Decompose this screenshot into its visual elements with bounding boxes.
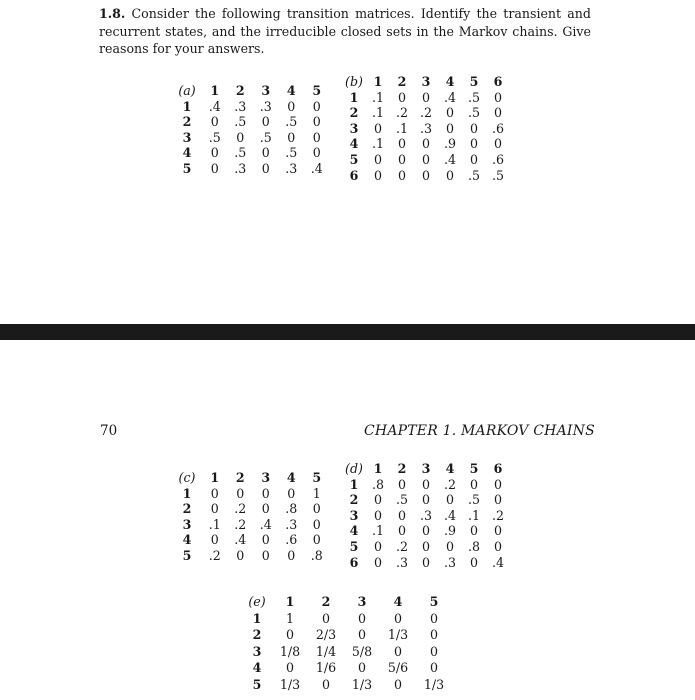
matrix-cell: 0	[357, 660, 366, 675]
row-header: 3	[349, 507, 359, 523]
matrix-row	[342, 539, 510, 555]
matrix-cell: 0	[469, 120, 478, 136]
matrix-cell: 0	[421, 167, 430, 183]
chapter-title: CHAPTER 1. MARKOV CHAINS	[364, 423, 595, 439]
matrix-cell: 0	[445, 105, 454, 121]
matrix-cell: .2	[234, 501, 247, 517]
row-header: 3	[182, 516, 192, 532]
matrix-cell: .8	[371, 476, 385, 492]
matrix-cell: .6	[491, 151, 505, 167]
matrix-cell: 0	[421, 151, 430, 167]
matrix-cell: .2	[395, 538, 409, 554]
matrix-cell: 0	[397, 89, 406, 105]
matrix-header-row	[342, 74, 510, 90]
column-header: 2	[321, 594, 331, 609]
matrix-cell: 0	[421, 538, 430, 554]
matrix-cell: 0	[493, 105, 502, 121]
matrix-cell: 0	[312, 114, 321, 130]
matrix-cell: 0	[445, 167, 454, 183]
matrix-cell: 0	[285, 627, 294, 642]
matrix-row	[342, 492, 510, 508]
matrix-cell: 0	[373, 120, 382, 136]
column-header: 3	[421, 74, 431, 89]
matrix-cell: 0	[421, 492, 430, 508]
matrix-d	[342, 461, 510, 570]
matrix-cell: .2	[419, 105, 433, 121]
matrix-cell: .4	[443, 89, 457, 105]
matrix-cell: 0	[429, 627, 438, 642]
matrix-row	[172, 114, 330, 130]
row-header: 4	[349, 523, 359, 539]
matrix-cell: 0	[261, 485, 270, 501]
matrix-cell: 0	[397, 476, 406, 492]
row-header: 2	[349, 105, 359, 121]
matrix-cell: .8	[310, 547, 323, 563]
matrix-label: (e)	[248, 594, 266, 609]
matrix-label: (a)	[178, 83, 196, 98]
matrix-cell: .5	[467, 167, 481, 183]
matrix-cell: 0	[469, 523, 478, 539]
column-header: 3	[421, 461, 431, 476]
matrix-cell: .2	[208, 547, 221, 563]
matrix-cell: 0	[287, 547, 296, 563]
row-header: 4	[182, 532, 192, 548]
matrix-row	[342, 555, 510, 571]
matrix-cell: .4	[443, 507, 457, 523]
matrix-cell: 0	[445, 492, 454, 508]
matrix-row	[172, 517, 330, 533]
matrix-cell: .3	[419, 507, 433, 523]
column-header: 5	[312, 83, 322, 98]
matrix-cell: 0	[469, 136, 478, 152]
matrix-cell: 0	[445, 120, 454, 136]
matrix-row	[242, 611, 452, 628]
matrix-cell: 0	[261, 501, 270, 517]
column-header: 4	[286, 470, 296, 485]
row-header: 2	[182, 501, 192, 517]
matrix-cell: 0	[312, 129, 321, 145]
matrix-row	[172, 548, 330, 564]
matrix-cell: .8	[285, 501, 298, 517]
column-header: 1	[285, 594, 295, 609]
matrix-header-row	[342, 461, 510, 477]
row-header: 4	[252, 660, 262, 675]
column-header: 3	[261, 83, 271, 98]
matrix-label: (c)	[178, 470, 196, 485]
matrix-cell: .1	[395, 120, 409, 136]
matrix-cell: 1/8	[279, 643, 301, 659]
matrix-row	[172, 532, 330, 548]
matrix-row	[342, 136, 510, 152]
matrix-cell: 0	[357, 610, 366, 626]
matrix-cell: 0	[373, 554, 382, 570]
column-header: 5	[469, 461, 479, 476]
matrix-cell: .1	[371, 105, 385, 121]
problem-number: 1.8.	[99, 6, 126, 21]
matrix-cell: 1	[285, 610, 294, 626]
matrix-cell: .4	[491, 554, 505, 570]
row-header: 3	[349, 120, 359, 136]
row-header: 1	[182, 485, 192, 501]
row-header: 5	[349, 151, 359, 167]
column-header: 6	[493, 74, 503, 89]
row-header: 1	[182, 98, 192, 114]
matrix-cell: 0	[397, 507, 406, 523]
column-header: 3	[261, 470, 271, 485]
column-header: 4	[445, 74, 455, 89]
matrix-cell: .4	[208, 98, 221, 114]
matrix-cell: 0	[261, 160, 270, 176]
matrix-cell: 1/3	[423, 676, 445, 692]
matrix-cell: 0	[210, 485, 219, 501]
row-header: 5	[252, 676, 262, 692]
column-header: 1	[210, 470, 220, 485]
matrix-cell: .4	[259, 516, 272, 532]
matrix-cell: 0	[421, 554, 430, 570]
matrix-cell: .5	[259, 129, 272, 145]
matrix-cell: .3	[419, 120, 433, 136]
matrix-cell: 0	[210, 114, 219, 130]
matrix-cell: 0	[357, 627, 366, 642]
matrix-cell: 0	[397, 167, 406, 183]
matrix-cell: 0	[261, 532, 270, 548]
matrix-cell: 1/4	[315, 643, 337, 659]
matrix-cell: 0	[373, 507, 382, 523]
page-number: 70	[100, 423, 118, 439]
matrix-cell: 1/3	[387, 627, 409, 642]
matrix-a	[172, 83, 330, 177]
matrix-cell: 0	[445, 538, 454, 554]
row-header: 4	[182, 145, 192, 161]
matrix-cell: .5	[395, 492, 409, 508]
matrix-cell: .9	[443, 136, 457, 152]
row-header: 6	[349, 167, 359, 183]
row-header: 1	[349, 89, 359, 105]
matrix-cell: 0	[393, 610, 402, 626]
matrix-cell: 0	[397, 151, 406, 167]
matrix-cell: .5	[285, 145, 298, 161]
matrix-cell: .2	[234, 516, 247, 532]
matrix-cell: 0	[261, 145, 270, 161]
matrix-label: (b)	[345, 74, 363, 89]
matrix-cell: 0	[287, 129, 296, 145]
row-header: 1	[252, 610, 262, 626]
matrix-cell: .4	[443, 151, 457, 167]
matrix-cell: 2/3	[315, 627, 337, 642]
matrix-cell: 0	[469, 151, 478, 167]
matrix-cell: 0	[493, 89, 502, 105]
row-header: 3	[252, 643, 262, 659]
matrix-cell: 0	[393, 676, 402, 692]
matrix-label: (d)	[345, 461, 363, 476]
matrix-cell: .2	[491, 507, 505, 523]
column-header: 5	[429, 594, 439, 609]
matrix-header-row	[242, 594, 452, 611]
matrix-row	[342, 523, 510, 539]
matrix-cell: 0	[429, 660, 438, 675]
matrix-row	[242, 627, 452, 644]
matrix-cell: 1/3	[279, 676, 301, 692]
matrix-cell: 0	[397, 136, 406, 152]
row-header: 5	[182, 160, 192, 176]
matrix-cell: 0	[312, 98, 321, 114]
matrix-cell: .1	[208, 516, 221, 532]
column-header: 2	[235, 83, 245, 98]
row-header: 1	[349, 476, 359, 492]
column-header: 3	[357, 594, 367, 609]
matrix-cell: 0	[236, 485, 245, 501]
column-header: 4	[445, 461, 455, 476]
matrix-cell: 0	[210, 145, 219, 161]
column-header: 2	[235, 470, 245, 485]
row-header: 5	[349, 538, 359, 554]
matrix-cell: 0	[312, 516, 321, 532]
matrix-cell: 0	[285, 660, 294, 675]
matrix-cell: .5	[208, 129, 221, 145]
matrix-row	[172, 161, 330, 177]
matrix-cell: .6	[285, 532, 298, 548]
matrix-row	[342, 168, 510, 184]
matrix-cell: 0	[236, 129, 245, 145]
matrix-row	[342, 152, 510, 168]
matrix-cell: .5	[491, 167, 505, 183]
matrix-cell: .3	[443, 554, 457, 570]
matrix-cell: 5/6	[387, 660, 409, 675]
matrix-row	[172, 145, 330, 161]
row-header: 2	[349, 492, 359, 508]
matrix-e	[242, 594, 452, 693]
matrix-cell: 0	[312, 532, 321, 548]
matrix-cell: 0	[493, 538, 502, 554]
matrix-row	[172, 99, 330, 115]
matrix-cell: 1/3	[351, 676, 373, 692]
matrix-cell: .1	[467, 507, 481, 523]
matrix-cell: .6	[491, 120, 505, 136]
column-header: 5	[469, 74, 479, 89]
matrix-cell: 0	[493, 492, 502, 508]
matrix-cell: 0	[210, 501, 219, 517]
matrix-cell: .9	[443, 523, 457, 539]
matrix-b	[342, 74, 510, 183]
column-header: 1	[210, 83, 220, 98]
matrix-cell: .8	[467, 538, 481, 554]
matrix-cell: 0	[397, 523, 406, 539]
matrix-cell: 0	[373, 492, 382, 508]
matrix-row	[342, 477, 510, 493]
matrix-cell: 0	[312, 145, 321, 161]
matrix-cell: .5	[285, 114, 298, 130]
matrix-cell: 0	[493, 476, 502, 492]
matrix-cell: 0	[469, 554, 478, 570]
row-header: 4	[349, 136, 359, 152]
matrix-cell: .1	[371, 136, 385, 152]
matrix-cell: 0	[210, 160, 219, 176]
row-header: 2	[182, 114, 192, 130]
matrix-cell: 0	[421, 523, 430, 539]
matrix-cell: .3	[285, 160, 298, 176]
matrix-row	[172, 130, 330, 146]
row-header: 2	[252, 627, 262, 642]
matrix-cell: .4	[234, 532, 247, 548]
problem-statement	[99, 5, 591, 58]
matrix-header-row	[172, 83, 330, 99]
matrix-row	[242, 677, 452, 694]
matrix-cell: .5	[467, 492, 481, 508]
matrix-cell: 0	[261, 547, 270, 563]
matrix-cell: .1	[371, 89, 385, 105]
matrix-row	[172, 501, 330, 517]
matrix-cell: 1	[312, 485, 321, 501]
matrix-header-row	[172, 470, 330, 486]
matrix-row	[342, 508, 510, 524]
matrix-cell: .3	[234, 98, 247, 114]
column-header: 1	[373, 74, 383, 89]
row-header: 5	[182, 547, 192, 563]
matrix-cell: 0	[429, 643, 438, 659]
matrix-row	[342, 105, 510, 121]
matrix-cell: 0	[210, 532, 219, 548]
matrix-cell: 0	[261, 114, 270, 130]
matrix-cell: 0	[373, 538, 382, 554]
column-header: 6	[493, 461, 503, 476]
column-header: 1	[373, 461, 383, 476]
matrix-cell: .4	[310, 160, 323, 176]
matrix-cell: .5	[234, 145, 247, 161]
matrix-cell: 5/8	[351, 643, 373, 659]
matrix-cell: 0	[321, 610, 330, 626]
column-header: 2	[397, 461, 407, 476]
column-header: 5	[312, 470, 322, 485]
matrix-cell: 0	[287, 98, 296, 114]
matrix-cell: .3	[285, 516, 298, 532]
matrix-cell: 0	[393, 643, 402, 659]
matrix-cell: 0	[373, 167, 382, 183]
matrix-cell: 0	[421, 476, 430, 492]
matrix-cell: .3	[395, 554, 409, 570]
matrix-cell: 0	[493, 523, 502, 539]
matrix-cell: 0	[493, 136, 502, 152]
matrix-cell: .3	[234, 160, 247, 176]
matrix-row	[242, 660, 452, 677]
matrix-cell: 1/6	[315, 660, 337, 675]
matrix-cell: .5	[234, 114, 247, 130]
problem-text: Consider the following transition matrices. Identify the transient and recurrent states, and the irreducible closed sets in the Markov chains. Give reasons for your answers.	[99, 6, 591, 56]
column-header: 2	[397, 74, 407, 89]
matrix-cell: .2	[395, 105, 409, 121]
matrix-row	[172, 486, 330, 502]
matrix-cell: 0	[421, 89, 430, 105]
row-header: 6	[349, 554, 359, 570]
column-header: 4	[393, 594, 403, 609]
matrix-cell: 0	[421, 136, 430, 152]
matrix-cell: .3	[259, 98, 272, 114]
matrix-cell: .5	[467, 89, 481, 105]
matrix-row	[242, 644, 452, 661]
column-header: 4	[286, 83, 296, 98]
row-header: 3	[182, 129, 192, 145]
matrix-cell: 0	[429, 610, 438, 626]
matrix-row	[342, 90, 510, 106]
matrix-cell: 0	[469, 476, 478, 492]
matrix-cell: 0	[312, 501, 321, 517]
matrix-cell: .1	[371, 523, 385, 539]
matrix-cell: .5	[467, 105, 481, 121]
matrix-cell: 0	[287, 485, 296, 501]
matrix-c	[172, 470, 330, 564]
matrix-cell: 0	[236, 547, 245, 563]
matrix-cell: 0	[373, 151, 382, 167]
matrix-row	[342, 121, 510, 137]
matrix-cell: 0	[321, 676, 330, 692]
page-break-band	[0, 324, 695, 340]
matrix-cell: .2	[443, 476, 457, 492]
